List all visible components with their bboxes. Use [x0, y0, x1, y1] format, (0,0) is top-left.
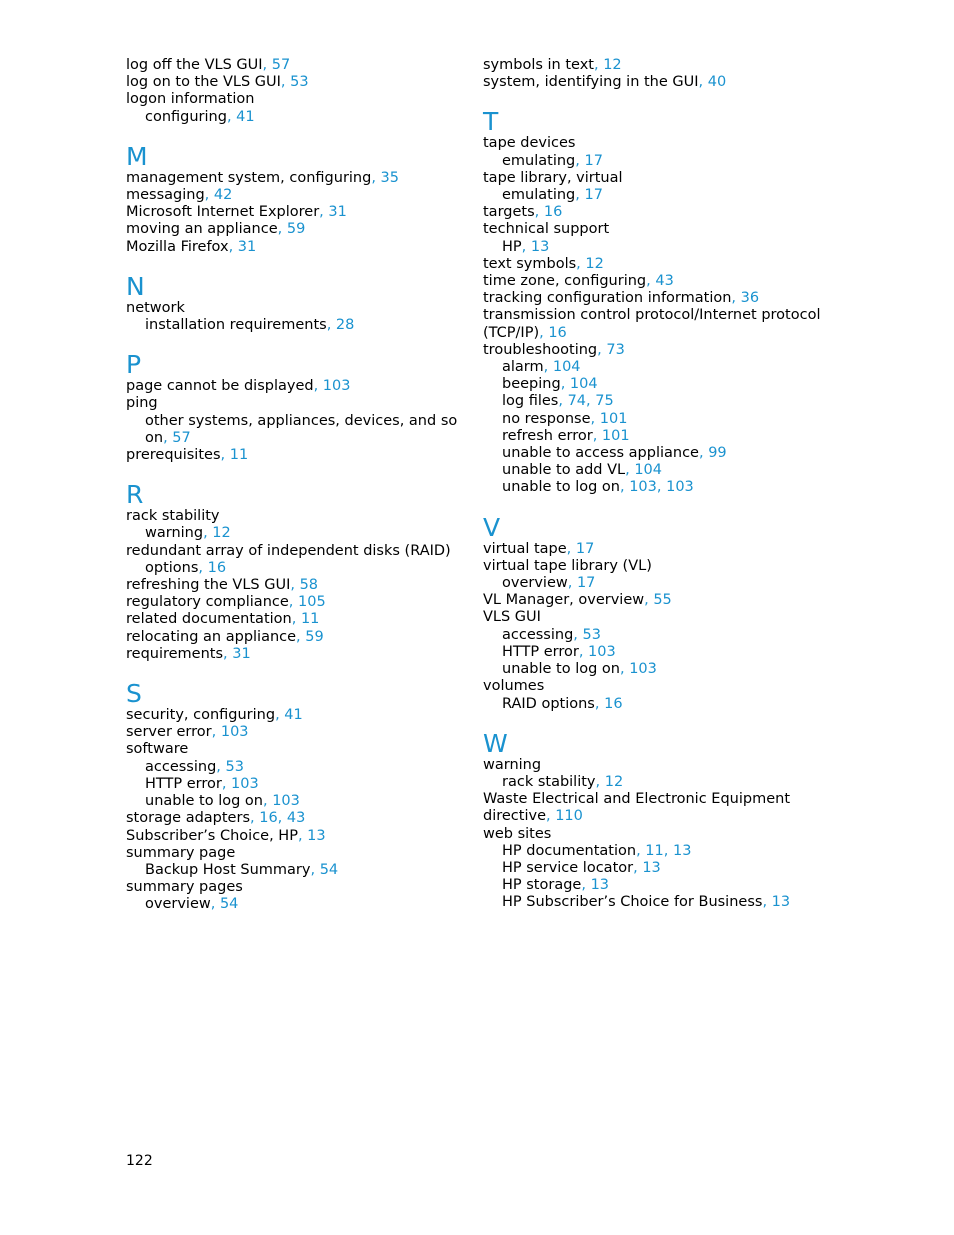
- index-subentry: RAID options, 16: [502, 695, 623, 712]
- index-term: emulating: [502, 187, 576, 204]
- page-link[interactable]: 57: [271, 57, 291, 73]
- page-link[interactable]: 105: [298, 594, 326, 611]
- page-link[interactable]: 103: [322, 378, 351, 395]
- page-link[interactable]: 31: [328, 204, 347, 221]
- index-term: regulatory compliance: [126, 594, 289, 611]
- page-link[interactable]: 16: [207, 559, 227, 576]
- index-column-right: [483, 57, 883, 912]
- index-term: tape library, virtual: [483, 169, 623, 186]
- page-link[interactable]: 28: [335, 317, 355, 334]
- page-link[interactable]: 101: [599, 410, 628, 427]
- index-entry: moving an appliance, 59: [126, 221, 306, 238]
- page-link[interactable]: 104: [634, 462, 663, 479]
- page-link[interactable]: 12: [212, 525, 231, 542]
- index-term: security, configuring: [126, 707, 276, 724]
- index-term: tape devices: [483, 135, 576, 152]
- index-entry: troubleshooting, 73: [483, 341, 625, 358]
- index-subentry: emulating, 17: [502, 152, 603, 169]
- page-link[interactable]: 103: [588, 643, 616, 660]
- page-link[interactable]: 54: [219, 896, 239, 913]
- index-term: accessing: [145, 758, 217, 775]
- index-subentry: accessing, 53: [502, 626, 601, 643]
- index-subentry: HP documentation, 11, 13: [502, 842, 692, 859]
- index-term: HP service locator: [502, 859, 634, 876]
- page-link[interactable]: 13: [642, 859, 661, 876]
- index-term: log off the VLS GUI: [126, 57, 263, 73]
- index-entry: prerequisites, 11: [126, 447, 249, 464]
- index-term: logon information: [126, 91, 255, 108]
- index-term: related documentation: [126, 611, 292, 628]
- index-entry: [483, 307, 883, 324]
- index-entry: [483, 678, 883, 695]
- index-term: time zone, configuring: [483, 273, 647, 290]
- index-term: other systems, appliances, devices, and so: [145, 412, 458, 429]
- page-link[interactable]: 103: [629, 661, 657, 678]
- page-link[interactable]: 35: [380, 169, 399, 186]
- index-subentry: overview, 17: [502, 575, 596, 592]
- index-subentry: unable to log on, 103, 103: [502, 479, 694, 496]
- index-term: summary pages: [126, 879, 243, 896]
- page-link[interactable]: 53: [582, 626, 601, 643]
- page-link[interactable]: 12: [604, 773, 624, 790]
- index-term: page cannot be displayed: [126, 378, 314, 395]
- index-subentry: [126, 413, 466, 430]
- index-letter-heading: M: [126, 141, 148, 171]
- index-subentry: log files, 74, 75: [502, 393, 614, 410]
- index-term: accessing: [502, 626, 574, 643]
- page-link[interactable]: 54: [319, 861, 339, 878]
- index-entry: [483, 221, 883, 238]
- index-entry: related documentation, 11: [126, 611, 320, 628]
- index-term: unable to log on: [145, 793, 263, 810]
- index-subentry: rack stability, 12: [502, 773, 624, 790]
- index-term: HP Subscriber’s Choice for Business: [502, 894, 763, 911]
- index-term: installation requirements: [145, 317, 327, 334]
- index-term: VLS GUI: [483, 609, 541, 626]
- index-term: unable to log on: [502, 479, 620, 496]
- index-letter-heading: P: [126, 350, 142, 380]
- index-subentry: unable to log on, 103: [145, 793, 300, 810]
- index-term: unable to log on: [502, 661, 620, 678]
- index-subentry: HP Subscriber’s Choice for Business, 13: [502, 894, 791, 911]
- page-link[interactable]: 43: [286, 810, 306, 827]
- index-subentry: installation requirements, 28: [145, 317, 355, 334]
- page-link[interactable]: 58: [299, 577, 319, 594]
- index-term: beeping: [502, 376, 561, 393]
- index-term: virtual tape library (VL): [483, 557, 652, 574]
- page-link[interactable]: 13: [771, 894, 791, 911]
- page-link[interactable]: 53: [290, 74, 309, 91]
- index-term: technical support: [483, 221, 610, 238]
- page-link[interactable]: 103: [231, 775, 259, 792]
- index-term: network: [126, 299, 185, 316]
- index-term: unable to access appliance: [502, 445, 699, 462]
- index-term: HP: [502, 238, 522, 255]
- index-entry: system, identifying in the GUI, 40: [483, 74, 727, 91]
- index-term: on: [145, 429, 164, 446]
- page-link[interactable]: 104: [569, 376, 598, 393]
- index-entry: [483, 609, 883, 626]
- index-term: unable to add VL: [502, 462, 626, 479]
- index-term: software: [126, 741, 189, 758]
- index-subentry: overview, 54: [145, 896, 239, 913]
- index-subentry: HTTP error, 103: [145, 775, 259, 792]
- index-term: virtual tape: [483, 540, 567, 557]
- page-link[interactable]: 59: [305, 628, 324, 645]
- page-link[interactable]: 16: [543, 204, 563, 221]
- page-link[interactable]: 36: [740, 290, 760, 307]
- page-link[interactable]: 16: [604, 695, 623, 712]
- index-subentry: warning, 12: [145, 525, 231, 542]
- page-link[interactable]: 16: [548, 324, 567, 341]
- index-entry: [126, 741, 466, 758]
- page-link[interactable]: 41: [284, 707, 303, 724]
- index-term: requirements: [126, 645, 224, 662]
- index-entry: Mozilla Firefox, 31: [126, 238, 257, 255]
- index-term: log files: [502, 393, 559, 410]
- index-letter-heading: N: [126, 271, 145, 301]
- page-link[interactable]: 110: [555, 808, 583, 825]
- index-term: moving an appliance: [126, 221, 278, 238]
- index-entry: text symbols, 12: [483, 255, 604, 272]
- index-entry: Subscriber’s Choice, HP, 13: [126, 827, 326, 844]
- index-entry: targets, 16: [483, 204, 563, 221]
- page-link[interactable]: 103: [272, 793, 300, 810]
- index-subentry: HP storage, 13: [502, 877, 610, 894]
- index-entry: [483, 135, 883, 152]
- page-link[interactable]: 12: [585, 255, 604, 272]
- index-entry: regulatory compliance, 105: [126, 594, 326, 611]
- index-term: summary page: [126, 844, 236, 861]
- index-term: VL Manager, overview: [483, 592, 645, 609]
- index-entry: server error, 103: [126, 724, 249, 741]
- page-link[interactable]: 11: [229, 447, 249, 464]
- index-entry: [126, 543, 466, 560]
- page-link[interactable]: 11: [645, 842, 664, 859]
- index-entry: security, configuring, 41: [126, 707, 303, 724]
- index-letter-heading: V: [483, 512, 501, 542]
- index-term: HTTP error: [502, 643, 579, 660]
- index-term: HTTP error: [145, 775, 222, 792]
- page-link[interactable]: 59: [286, 221, 306, 238]
- index-entry: [483, 558, 883, 575]
- index-letter-heading: W: [483, 728, 508, 758]
- index-subentry: refresh error, 101: [502, 427, 630, 444]
- page-link[interactable]: 103: [220, 724, 249, 741]
- index-entry: relocating an appliance, 59: [126, 628, 324, 645]
- index-entry: [126, 845, 466, 862]
- index-entry: log on to the VLS GUI, 53: [126, 74, 309, 91]
- page-number: 122: [126, 1153, 153, 1169]
- index-subentry: unable to add VL, 104: [502, 462, 663, 479]
- index-entry: directive, 110: [483, 808, 583, 825]
- index-term: tracking configuration information: [483, 290, 732, 307]
- page-link[interactable]: 103: [629, 479, 657, 496]
- page-link[interactable]: 57: [172, 429, 191, 446]
- index-term: system, identifying in the GUI: [483, 74, 699, 91]
- index-entry: VL Manager, overview, 55: [483, 592, 672, 609]
- index-entry: [126, 395, 466, 412]
- page-link[interactable]: 41: [236, 108, 255, 125]
- index-entry: [126, 879, 466, 896]
- page-link[interactable]: 75: [595, 393, 614, 410]
- index-subentry: HTTP error, 103: [502, 643, 616, 660]
- page-link[interactable]: 31: [232, 645, 251, 662]
- index-term: Subscriber’s Choice, HP: [126, 827, 298, 844]
- index-term: redundant array of independent disks (RAID): [126, 542, 451, 559]
- index-entry: [126, 508, 466, 525]
- page-link[interactable]: 16: [259, 810, 278, 827]
- index-subentry: configuring, 41: [145, 108, 255, 125]
- index-entry: symbols in text, 12: [483, 57, 622, 73]
- index-term: Backup Host Summary: [145, 861, 311, 878]
- page-link[interactable]: 55: [653, 592, 672, 609]
- index-term: storage adapters: [126, 810, 250, 827]
- index-term: transmission control protocol/Internet protocol: [483, 307, 821, 324]
- index-subentry: beeping, 104: [502, 376, 598, 393]
- index-term: Mozilla Firefox: [126, 238, 229, 255]
- index-subentry: accessing, 53: [145, 758, 244, 775]
- index-term: HP storage: [502, 877, 582, 894]
- index-column-left: [126, 57, 466, 914]
- page-link[interactable]: 42: [213, 187, 233, 204]
- index-entry: [483, 757, 883, 774]
- index-term: HP documentation: [502, 842, 637, 859]
- index-term: (TCP/IP): [483, 324, 540, 341]
- index-term: configuring: [145, 108, 227, 125]
- index-term: volumes: [483, 678, 545, 695]
- index-subentry: HP, 13: [502, 238, 550, 255]
- index-term: options: [145, 559, 199, 576]
- page-link[interactable]: 17: [584, 187, 603, 204]
- index-term: overview: [145, 896, 211, 913]
- page-link[interactable]: 13: [672, 842, 692, 859]
- page-link[interactable]: 12: [603, 57, 622, 73]
- index-entry: time zone, configuring, 43: [483, 273, 674, 290]
- index-term: directive: [483, 808, 546, 825]
- index-term: ping: [126, 395, 158, 412]
- index-letter-heading: R: [126, 480, 144, 510]
- index-entry: (TCP/IP), 16: [483, 324, 567, 341]
- index-term: symbols in text: [483, 57, 594, 73]
- index-term: rack stability: [502, 773, 596, 790]
- index-subentry: unable to access appliance, 99: [502, 445, 727, 462]
- index-entry: refreshing the VLS GUI, 58: [126, 577, 319, 594]
- page-link[interactable]: 99: [708, 445, 727, 462]
- index-entry: log off the VLS GUI, 57: [126, 57, 291, 73]
- index-entry: requirements, 31: [126, 645, 251, 662]
- page-link[interactable]: 13: [530, 238, 550, 255]
- index-term: refresh error: [502, 427, 593, 444]
- index-entry: virtual tape, 17: [483, 540, 595, 557]
- index-term: management system, configuring: [126, 169, 372, 186]
- index-entry: [483, 826, 883, 843]
- index-term: no response: [502, 410, 591, 427]
- page-link[interactable]: 101: [601, 427, 630, 444]
- index-term: warning: [145, 525, 204, 542]
- index-term: Waste Electrical and Electronic Equipment: [483, 791, 790, 808]
- index-entry: page cannot be displayed, 103: [126, 378, 351, 395]
- page-link[interactable]: 53: [225, 758, 244, 775]
- index-term: overview: [502, 575, 568, 592]
- page-link[interactable]: 40: [707, 74, 727, 91]
- index-entry: messaging, 42: [126, 187, 233, 204]
- page-link[interactable]: 74: [567, 393, 587, 410]
- page-link[interactable]: 103: [666, 479, 694, 496]
- index-term: emulating: [502, 152, 576, 169]
- index-subentry: Backup Host Summary, 54: [145, 861, 339, 878]
- index-subentry: unable to log on, 103: [502, 661, 657, 678]
- index-term: log on to the VLS GUI: [126, 74, 281, 91]
- page-link[interactable]: 73: [606, 341, 625, 358]
- index-term: warning: [483, 756, 542, 773]
- index-entry: Microsoft Internet Explorer, 31: [126, 204, 347, 221]
- index-term: targets: [483, 204, 535, 221]
- index-term: server error: [126, 724, 212, 741]
- page-link[interactable]: 43: [655, 273, 674, 290]
- page-link[interactable]: 13: [590, 877, 610, 894]
- index-term: troubleshooting: [483, 341, 598, 358]
- index-term: messaging: [126, 187, 205, 204]
- index-entry: [483, 170, 883, 187]
- index-entry: tracking configuration information, 36: [483, 290, 760, 307]
- page-link[interactable]: 17: [584, 152, 603, 169]
- index-term: web sites: [483, 825, 552, 842]
- page-link[interactable]: 31: [237, 238, 257, 255]
- page-link[interactable]: 104: [552, 359, 581, 376]
- index-entry: [126, 300, 466, 317]
- index-entry: [126, 91, 466, 108]
- index-term: rack stability: [126, 508, 220, 525]
- index-subentry: alarm, 104: [502, 359, 581, 376]
- index-term: refreshing the VLS GUI: [126, 577, 291, 594]
- index-term: alarm: [502, 359, 544, 376]
- index-entry: [483, 791, 883, 808]
- index-subentry: emulating, 17: [502, 187, 603, 204]
- index-subentry: on, 57: [145, 429, 191, 446]
- page-link[interactable]: 17: [575, 540, 595, 557]
- index-entry: storage adapters, 16, 43: [126, 810, 306, 827]
- index-subentry: no response, 101: [502, 410, 628, 427]
- index-term: text symbols: [483, 255, 577, 272]
- index-term: relocating an appliance: [126, 628, 297, 645]
- index-term: RAID options: [502, 695, 595, 712]
- index-subentry: HP service locator, 13: [502, 859, 661, 876]
- index-letter-heading: T: [483, 107, 499, 137]
- index-term: prerequisites: [126, 447, 221, 464]
- index-subentry: options, 16: [145, 559, 227, 576]
- index-entry: management system, configuring, 35: [126, 169, 399, 186]
- page-link[interactable]: 13: [307, 827, 326, 844]
- page-link[interactable]: 17: [576, 575, 596, 592]
- index-term: Microsoft Internet Explorer: [126, 204, 320, 221]
- index-letter-heading: S: [126, 679, 142, 709]
- page-link[interactable]: 11: [300, 611, 320, 628]
